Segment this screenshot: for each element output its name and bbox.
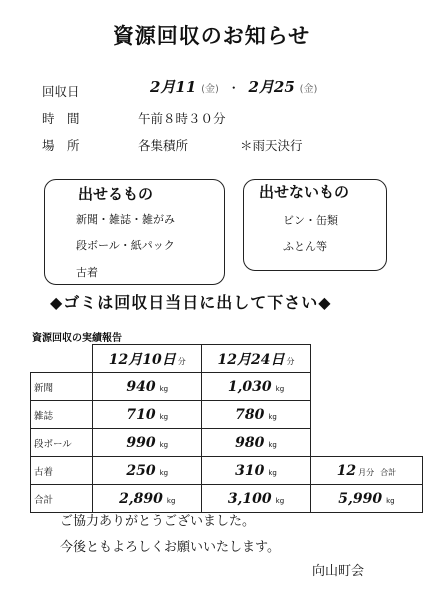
value-cell: 2,890 kg: [93, 485, 202, 513]
place-label: 場 所: [42, 138, 80, 153]
prohibited-items-title: 出せないもの: [259, 183, 350, 201]
table-row: [31, 401, 423, 429]
value-cell: 980 kg: [202, 429, 311, 457]
month-total-value: 5,990 kg: [310, 485, 422, 513]
prohibited-item: ふとん等: [283, 240, 327, 253]
month-total-header: 12 月分 合計: [310, 457, 422, 485]
col-header-2: 12月24日 分: [202, 345, 311, 373]
date-1-day: (金): [201, 84, 219, 95]
report-table: [30, 344, 423, 513]
allowed-item: 新聞・雑誌・雑がみ: [76, 213, 175, 226]
time-value: 午前８時３０分: [138, 111, 226, 126]
allowed-item: 段ボール・紙パック: [76, 239, 175, 252]
date-2-day: (金): [299, 84, 318, 95]
row-label: 合計: [31, 485, 93, 513]
notice-banner: ◆ゴミは回収日当日に出して下さい◆: [50, 293, 332, 312]
table-header-row: [31, 345, 423, 373]
row-label: 段ボール: [31, 429, 93, 457]
date-2: 2月25: [248, 78, 295, 96]
row-label: 古着: [31, 457, 93, 485]
page-title: 資源回収のお知らせ: [112, 24, 311, 48]
table-row: [31, 373, 423, 401]
table-row: [31, 457, 423, 485]
rain-note: ＊雨天決行: [240, 138, 303, 153]
row-label: 雑誌: [31, 401, 93, 429]
place-value: 各集積所: [138, 138, 189, 153]
signature: 向山町会: [312, 564, 365, 579]
row-label: 新聞: [31, 373, 93, 401]
value-cell: 940 kg: [93, 373, 202, 401]
col-header-1: 12月10日 分: [93, 345, 202, 373]
collection-dates: [150, 76, 317, 97]
date-label: 回収日: [42, 84, 80, 99]
value-cell: 310 kg: [202, 457, 311, 485]
value-cell: 990 kg: [93, 429, 202, 457]
date-separator: ・: [227, 81, 240, 95]
thanks-line: ご協力ありがとうございました。: [60, 514, 256, 529]
prohibited-item: ビン・缶類: [283, 214, 338, 227]
table-row: [31, 485, 423, 513]
value-cell: 1,030 kg: [202, 373, 311, 401]
report-heading: 資源回収の実績報告: [32, 333, 122, 344]
value-cell: 710 kg: [93, 401, 202, 429]
table-row: [31, 429, 423, 457]
value-cell: 780 kg: [202, 401, 311, 429]
allowed-item: 古着: [76, 266, 98, 279]
date-1: 2月11: [150, 78, 197, 96]
regards-line: 今後ともよろしくお願いいたします。: [60, 540, 280, 555]
allowed-items-title: 出せるもの: [78, 185, 154, 203]
value-cell: 3,100 kg: [202, 485, 311, 513]
time-label: 時 間: [42, 111, 80, 126]
value-cell: 250 kg: [93, 457, 202, 485]
